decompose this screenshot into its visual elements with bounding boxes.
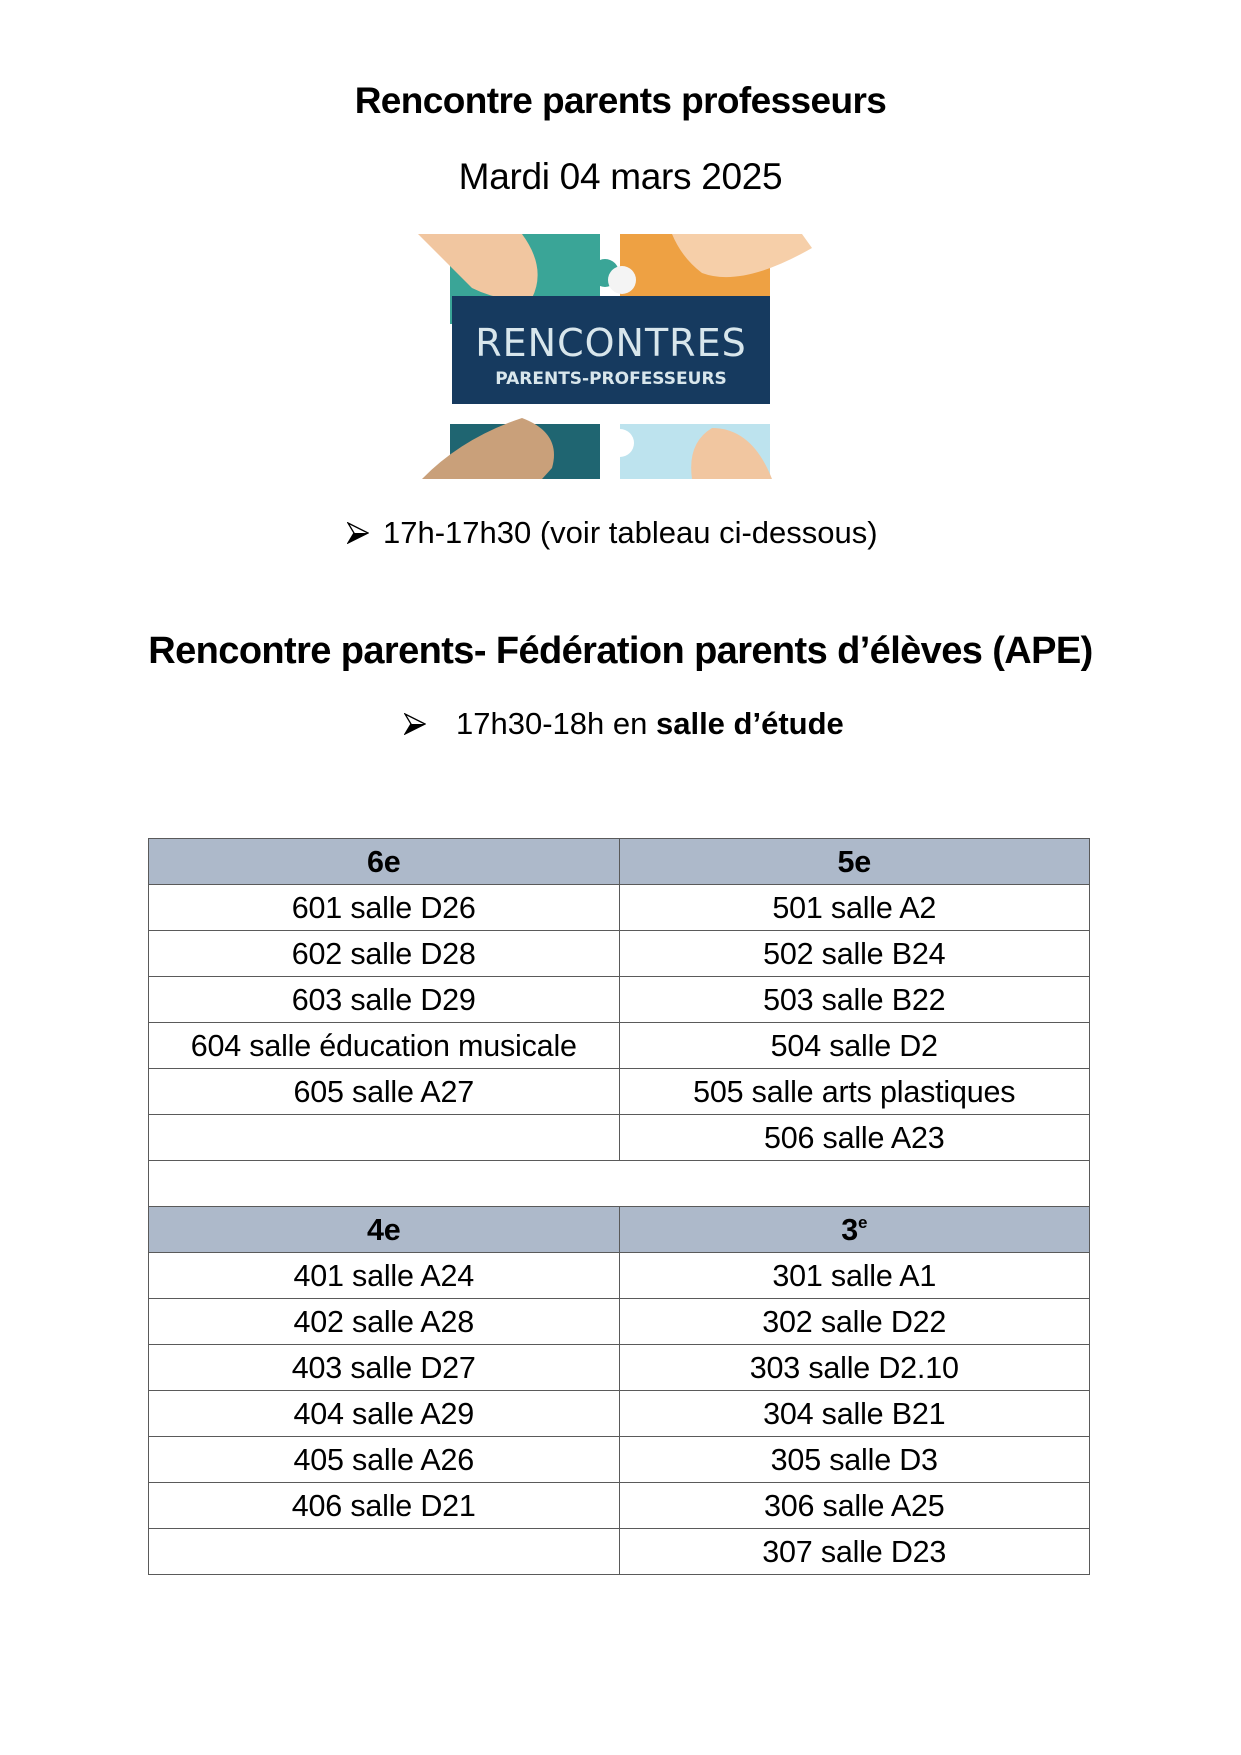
logo-text-line2: PARENTS-PROFESSEURS <box>495 369 727 389</box>
table-row <box>149 1253 1090 1299</box>
table-header-row <box>149 1207 1090 1253</box>
table-row <box>149 1391 1090 1437</box>
class-room-cell: 505 salle arts plastiques <box>619 1069 1090 1115</box>
class-room-cell: 501 salle A2 <box>619 885 1090 931</box>
spacer-row <box>149 1161 1090 1207</box>
spacer-cell <box>149 1161 1090 1207</box>
class-room-cell: 402 salle A28 <box>149 1299 620 1345</box>
table-row <box>149 1069 1090 1115</box>
class-room-cell <box>149 1529 620 1575</box>
classroom-table <box>148 838 1090 1575</box>
class-room-cell: 301 salle A1 <box>619 1253 1090 1299</box>
column-header: 4e <box>149 1207 620 1253</box>
section-title-ape: Rencontre parents- Fédération parents d’élèves (APE) <box>148 630 1093 672</box>
class-room-cell: 503 salle B22 <box>619 977 1090 1023</box>
class-room-cell: 405 salle A26 <box>149 1437 620 1483</box>
class-room-cell: 506 salle A23 <box>619 1115 1090 1161</box>
class-room-cell: 305 salle D3 <box>619 1437 1090 1483</box>
table-row <box>149 1115 1090 1161</box>
table-row <box>149 1345 1090 1391</box>
arrow-bullet-icon <box>404 713 426 735</box>
column-header: 6e <box>149 839 620 885</box>
header-grade: 3 <box>841 1212 858 1247</box>
class-room-cell: 401 salle A24 <box>149 1253 620 1299</box>
event-date: Mardi 04 mars 2025 <box>458 156 783 197</box>
table-row <box>149 1023 1090 1069</box>
class-room-cell: 304 salle B21 <box>619 1391 1090 1437</box>
schedule-text: 17h-17h30 (voir tableau ci-dessous) <box>383 515 878 550</box>
class-room-cell: 602 salle D28 <box>149 931 620 977</box>
table-row <box>149 1529 1090 1575</box>
class-room-cell: 604 salle éducation musicale <box>149 1023 620 1069</box>
class-room-cell: 406 salle D21 <box>149 1483 620 1529</box>
arrow-bullet-icon <box>347 522 369 544</box>
class-room-cell: 302 salle D22 <box>619 1299 1090 1345</box>
table-row <box>149 977 1090 1023</box>
table-row <box>149 1299 1090 1345</box>
class-room-cell <box>149 1115 620 1161</box>
class-room-cell: 504 salle D2 <box>619 1023 1090 1069</box>
class-room-cell: 605 salle A27 <box>149 1069 620 1115</box>
class-room-cell: 404 salle A29 <box>149 1391 620 1437</box>
class-room-cell: 306 salle A25 <box>619 1483 1090 1529</box>
class-room-cell: 502 salle B24 <box>619 931 1090 977</box>
class-room-cell: 307 salle D23 <box>619 1529 1090 1575</box>
class-room-cell: 601 salle D26 <box>149 885 620 931</box>
schedule-text: 17h30-18h en <box>456 706 656 741</box>
table-row <box>149 1437 1090 1483</box>
logo-text-line1: RENCONTRES <box>475 321 747 365</box>
table-header-row <box>149 839 1090 885</box>
table-row <box>149 885 1090 931</box>
header-superscript: e <box>858 1212 868 1232</box>
class-room-cell: 303 salle D2.10 <box>619 1345 1090 1391</box>
rencontres-logo-image <box>412 228 840 484</box>
schedule-location: salle d’étude <box>655 706 844 741</box>
schedule-item-ape <box>404 706 844 742</box>
table-row <box>149 931 1090 977</box>
page-title: Rencontre parents professeurs <box>354 80 887 121</box>
column-header <box>619 1207 1090 1253</box>
class-room-cell: 603 salle D29 <box>149 977 620 1023</box>
column-header: 5e <box>619 839 1090 885</box>
class-room-cell: 403 salle D27 <box>149 1345 620 1391</box>
table-row <box>149 1483 1090 1529</box>
schedule-item-parents-teachers <box>347 515 878 551</box>
